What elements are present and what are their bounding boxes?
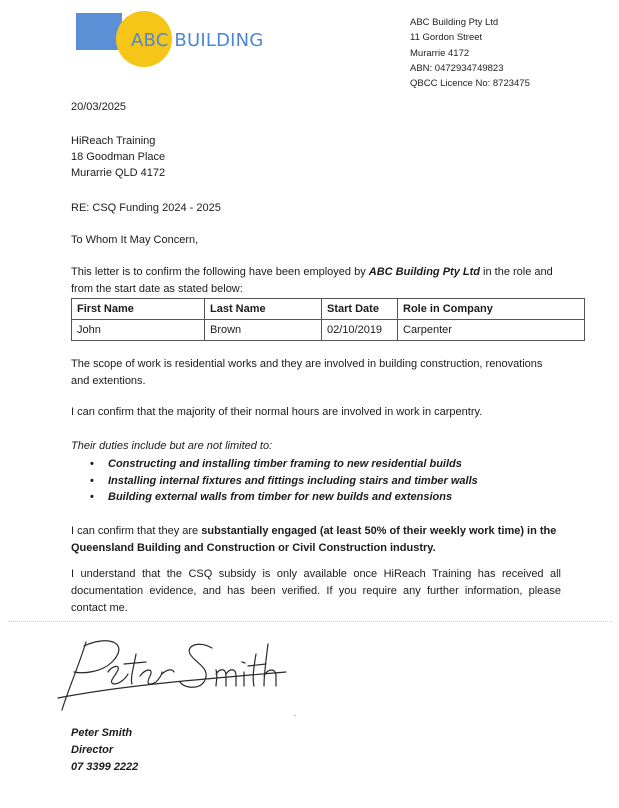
intro-paragraph (71, 264, 561, 297)
header-start-date: Start Date (322, 299, 398, 320)
cell-role: Carpenter (398, 320, 585, 341)
signer-title: Director (71, 744, 114, 756)
scan-fold-line (8, 621, 612, 622)
handwritten-signature (40, 628, 290, 716)
signer-name: Peter Smith (71, 727, 133, 739)
table-row (72, 320, 585, 341)
header-first-name: First Name (72, 299, 205, 320)
employee-table (71, 298, 585, 341)
intro-text-before: This letter is to confirm the following have been employed by (71, 266, 369, 278)
engaged-text-bold: substantially engaged (at least 50% of their weekly work time) in the Queensland Building and Construction or Civil Construction industry. (71, 525, 557, 554)
engaged-text-before: I can confirm that they are (71, 525, 202, 537)
signer-phone: 07 3399 2222 (71, 761, 139, 773)
recipient-suburb: Murarrie QLD 4172 (71, 167, 166, 179)
engaged-paragraph (71, 523, 561, 557)
intro-company-name: ABC Building Pty Ltd (368, 266, 480, 278)
duties-list (90, 456, 478, 506)
subject-line: RE: CSQ Funding 2024 - 2025 (71, 202, 221, 214)
logo-square-shape (76, 13, 122, 50)
recipient-name: HiReach Training (71, 135, 156, 147)
company-suburb: Murarrie 4172 (410, 47, 470, 59)
greeting: To Whom It May Concern, (71, 234, 199, 246)
header-role: Role in Company (398, 299, 585, 320)
table-header-row (72, 299, 585, 320)
company-abn: ABN: 0472934749823 (410, 62, 504, 74)
letter-date: 20/03/2025 (71, 101, 127, 113)
list-item: • Constructing and installing timber framing to new residential builds (90, 456, 478, 473)
cell-start-date: 02/10/2019 (322, 320, 398, 341)
majority-paragraph: I can confirm that the majority of their normal hours are involved in work in carpentry. (71, 406, 483, 418)
cell-first-name: John (72, 320, 205, 341)
recipient-address (71, 133, 165, 181)
company-licence: QBCC Licence No: 8723475 (410, 78, 530, 90)
header-last-name: Last Name (205, 299, 322, 320)
list-item: • Installing internal fixtures and fittings including stairs and timber walls (90, 473, 478, 490)
company-details (410, 15, 530, 91)
company-logo (76, 11, 276, 69)
recipient-street: 18 Goodman Place (71, 151, 166, 163)
company-street: 11 Gordon Street (410, 32, 483, 44)
intro-text-after: in the role and from the start date as stated below: (71, 266, 553, 295)
subsidy-paragraph: I understand that the CSQ subsidy is only available once HiReach Training has received all documentation evidence, and has been verified. If you require any further information, please contact me. (71, 568, 561, 614)
list-item: • Building external walls from timber for new builds and extensions (90, 489, 478, 506)
cell-last-name: Brown (205, 320, 322, 341)
signer-block (71, 725, 138, 776)
scope-paragraph: The scope of work is residential works and they are involved in building construction, renovations and extentions. (71, 358, 543, 387)
scan-speck (294, 715, 296, 716)
duties-intro: Their duties include but are not limited to: (71, 440, 273, 452)
company-name: ABC Building Pty Ltd (410, 17, 499, 28)
logo-text: ABC BUILDING (131, 30, 264, 51)
